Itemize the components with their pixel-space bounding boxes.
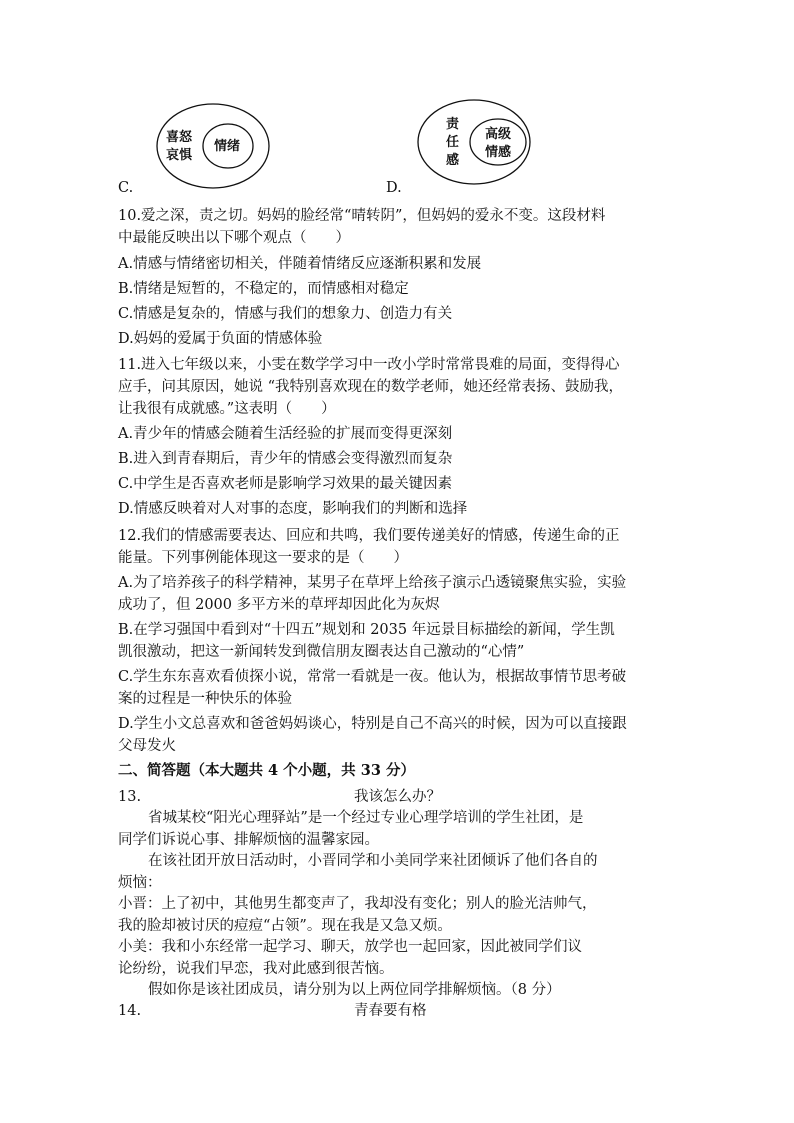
q12-option-b-1: B.在学习强国中看到对“十四五”规划和 2035 年远景目标描绘的新闻，学生凯: [118, 622, 615, 638]
q13-xiaomei-2: 论纷纷，说我们早恋，我对此感到很苦恼。: [118, 961, 394, 977]
q13-para2-1: 在该社团开放日活动时，小晋同学和小美同学来社团倾诉了他们各自的: [148, 853, 598, 869]
q11-option-d: D.情感反映着对人对事的态度，影响我们的判断和选择: [118, 501, 468, 517]
outer-text-line2: 哀惧: [166, 148, 193, 163]
q13-para1-2: 同学们诉说心事、排解烦恼的温馨家园。: [118, 832, 379, 848]
option-c-label: C.: [118, 180, 134, 196]
q12-option-a-1: A.为了培养孩子的科学精神，某男子在草坪上给孩子演示凸透镜聚焦实验，实验: [118, 575, 627, 591]
q10-stem-2: 中最能反映出以下哪个观点（ ）: [118, 230, 350, 246]
q12-option-b-2: 凯很激动，把这一新闻转发到微信朋友圈表达自己激动的“心情”: [118, 644, 525, 660]
q10-stem-1: 10.爱之深，责之切。妈妈的脸经常“晴转阴”，但妈妈的爱永不变。这段材料: [118, 208, 606, 224]
q13-task: 假如你是该社团成员，请分别为以上两位同学排解烦恼。（8 分）: [148, 982, 561, 998]
inner-text: 情绪: [214, 139, 241, 154]
outer-text-line1: 喜怒: [166, 130, 193, 145]
q12-option-c-2: 案的过程是一种快乐的体验: [118, 691, 292, 707]
q10-option-d: D.妈妈的爱属于负面的情感体验: [118, 331, 323, 347]
q11-option-c: C.中学生是否喜欢老师是影响学习效果的最关键因素: [118, 476, 453, 492]
q13-number: 13.: [118, 789, 142, 805]
q14-title: 青春要有格: [354, 1003, 427, 1019]
q12-option-a-2: 成功了，但 2000 多平方米的草坪却因此化为灰烬: [118, 597, 440, 613]
q12-option-c-1: C.学生东东喜欢看侦探小说，常常一看就是一夜。他认为，根据故事情节思考破: [118, 669, 627, 685]
q11-option-a: A.青少年的情感会随着生活经验的扩展而变得更深刻: [118, 426, 453, 442]
q12-option-d-1: D.学生小文总喜欢和爸爸妈妈谈心，特别是自己不高兴的时候，因为可以直接跟: [118, 716, 627, 732]
q13-para1-1: 省城某校“阳光心理驿站”是一个经过专业心理学培训的学生社团，是: [148, 810, 584, 826]
outer-text-1: 责: [446, 117, 460, 132]
q11-stem-3: 让我很有成就感。”这表明（ ）: [118, 401, 336, 417]
outer-circle: [157, 104, 269, 188]
outer-text-3: 感: [446, 153, 460, 168]
q14-number: 14.: [118, 1003, 142, 1019]
q12-stem-1: 12.我们的情感需要表达、回应和共鸣，我们要传递美好的情感，传递生命的正: [118, 528, 620, 544]
q13-para2-2: 烦恼：: [118, 875, 162, 891]
q13-xiaojin-1: 小晋：上了初中，其他男生都变声了，我却没有变化；别人的脸光洁帅气，: [118, 896, 597, 912]
section-heading: 二、简答题（本大题共 4 个小题，共 33 分）: [118, 762, 415, 779]
q12-option-d-2: 父母发火: [118, 738, 176, 754]
option-d-label: D.: [386, 180, 402, 196]
outer-circle: [418, 100, 530, 184]
q11-option-b: B.进入到青春期后，青少年的情感会变得激烈而复杂: [118, 451, 453, 467]
q11-stem-2: 应手，问其原因，她说 “我特别喜欢现在的数学老师，她还经常表扬、鼓励我，: [118, 379, 624, 395]
q12-stem-2: 能量。下列事例能体现这一要求的是（ ）: [118, 550, 408, 566]
inner-text-2: 情感: [485, 145, 512, 160]
diagram-c: [150, 103, 280, 191]
outer-text-2: 任: [446, 135, 460, 150]
q13-xiaojin-2: 我的脸却被讨厌的痘痘“占领”。现在我是又急又烦。: [118, 918, 452, 934]
inner-text-1: 高级: [485, 127, 512, 142]
diagram-d: [410, 98, 545, 188]
q13-xiaomei-1: 小美：我和小东经常一起学习、聊天，放学也一起回家，因此被同学们议: [118, 939, 582, 955]
q10-option-b: B.情绪是短暂的，不稳定的，而情感相对稳定: [118, 281, 409, 297]
q13-title: 我该怎么办？: [354, 789, 441, 805]
q11-stem-1: 11.进入七年级以来，小雯在数学学习中一改小学时常常畏难的局面，变得得心: [118, 357, 620, 373]
q10-option-c: C.情感是复杂的，情感与我们的想象力、创造力有关: [118, 306, 453, 322]
q10-option-a: A.情感与情绪密切相关，伴随着情绪反应逐渐积累和发展: [118, 256, 482, 272]
